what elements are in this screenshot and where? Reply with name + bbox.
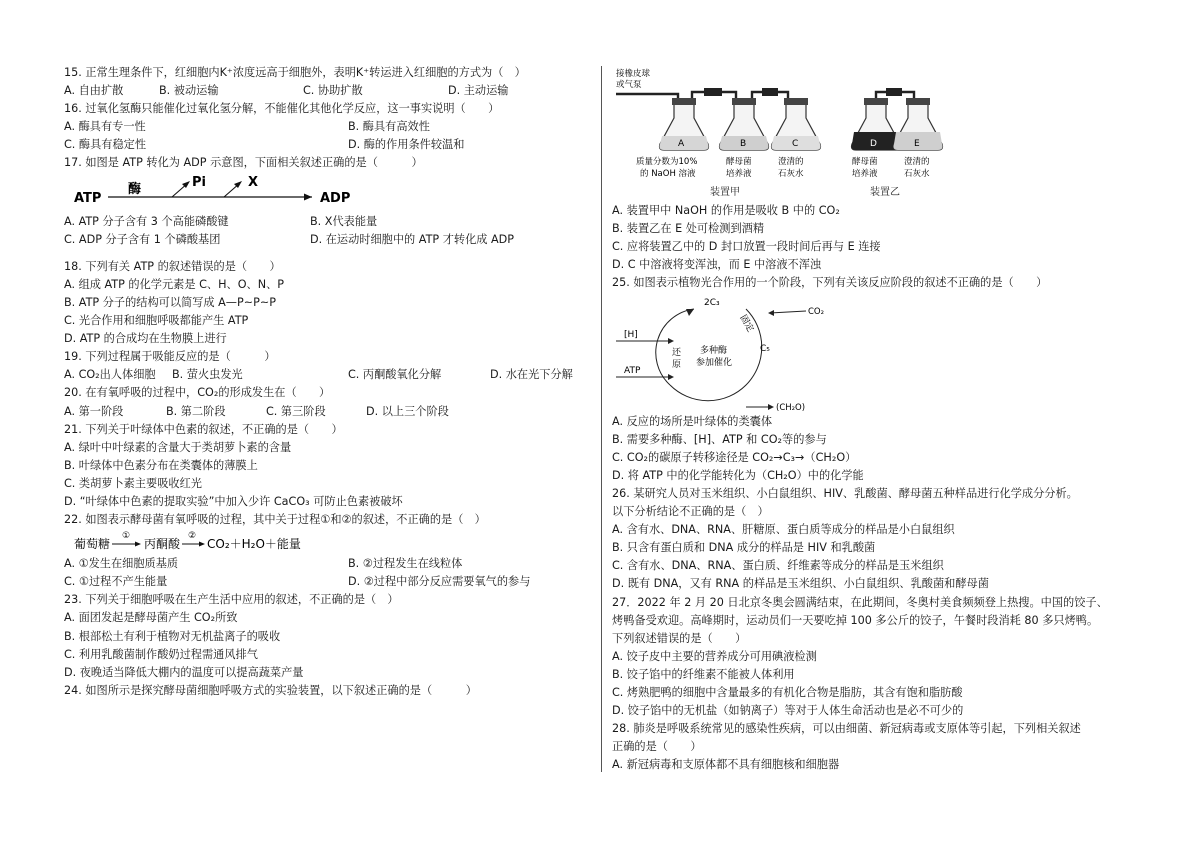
q28-stem-1: 28. 肺炎是呼吸系统常见的感染性疾病，可以由细菌、新冠病毒或支原体等引起，下列相关叙述 [612,722,1081,736]
co2-arrowhead [768,310,774,316]
atp-label: ATP [74,190,102,206]
q20-option-d: D. 以上三个阶段 [366,404,449,418]
q23-stem: 23. 下列关于细胞呼吸在生产生活中应用的叙述，不正确的是（ ） [64,593,399,607]
reduction-label-2: 原 [672,359,682,370]
yeast-apparatus-figure [612,66,972,184]
connector-a-b [704,88,722,96]
q17-option-d: D. 在运动时细胞中的 ATP 才转化成 ADP [310,232,515,246]
q27-stem-2: 烤鸭备受欢迎。高峰期时，运动员们一天要吃掉 100 多公斤的饺子，午餐时段消耗 80 多只烤鸭。 [612,613,1099,627]
pump-label-1: 接橡皮球 [616,69,651,79]
flask-c-stopper [784,98,808,105]
q24-figure-captions [612,184,1142,202]
flask-d-letter: D [870,139,877,149]
q16-option-a: A. 酶具有专一性 [64,120,146,134]
flask-b-letter: B [740,139,747,149]
q25-option-a: A. 反应的场所是叶绿体的类囊体 [612,414,773,428]
q18-option-c: C. 光合作用和细胞呼吸都能产生 ATP [64,314,249,328]
co2-label: CO₂ [808,306,825,317]
inlet-tube [616,94,678,102]
q23-option-d: D. 夜晚适当降低大棚内的温度可以提高蔬菜产量 [64,665,304,679]
co2-arrow [770,311,806,313]
q21-option-c: C. 类胡萝卜素主要吸收红光 [64,476,202,490]
q25-option-d: D. 将 ATP 中的化学能转化为（CH₂O）中的化学能 [612,468,864,482]
right-column [612,66,1142,774]
q25-option-c: C. CO₂的碳原子转移途径是 CO₂→C₃→（CH₂O） [612,450,857,464]
q22-option-d: D. ②过程中部分反应需要氧气的参与 [348,575,531,589]
q17-option-a: A. ATP 分子含有 3 个高能磷酸键 [64,214,229,228]
q24-option-a: A. 装置甲中 NaOH 的作用是吸收 B 中的 CO₂ [612,204,840,218]
flask-e-letter: E [914,139,920,149]
step1-arrowhead [135,542,141,547]
q15-option-a: A. 自由扩散 [64,84,124,98]
q27-option-d: D. 饺子馅中的无机盐（如钠离子）等对于人体生命活动也是必不可少的 [612,704,964,718]
respiration-equation [64,529,364,555]
q21-option-a: A. 绿叶中叶绿素的含量大于类胡萝卜素的含量 [64,440,292,454]
q19-option-a: A. CO₂出人体细胞 [64,368,156,382]
reaction-arrowhead [304,193,312,200]
q22-option-b: B. ②过程发生在线粒体 [348,557,463,571]
q26-option-a: A. 含有水、DNA、RNA、肝糖原、蛋白质等成分的样品是小白鼠组织 [612,523,955,537]
q21-option-d: D. “叶绿体中色素的提取实验”中加入少许 CaCO₃ 可防止色素被破坏 [64,494,403,508]
q27-option-a: A. 饺子皮中主要的营养成分可用碘液检测 [612,649,817,663]
q22-options-ab [64,555,594,573]
q28-stem-2: 正确的是（ ） [612,740,702,754]
cycle-arrowhead [686,309,694,316]
c5-label: C₅ [760,343,770,354]
q27-option-c: C. 烤熟肥鸭的细胞中含量最多的有机化合物是脂肪，其含有饱和脂肪酸 [612,685,963,699]
flask-d-label-2: 培养液 [852,169,878,179]
q20-options [64,403,594,421]
flask-e-label-1: 澄清的 [904,157,930,167]
q19-stem: 19. 下列过程属于吸能反应的是（ ） [64,350,276,364]
flask-e-stopper [906,98,930,105]
q19-option-c: C. 丙酮酸氧化分解 [348,368,442,382]
q21-stem: 21. 下列关于叶绿体中色素的叙述，不正确的是（ ） [64,422,343,436]
column-divider [601,66,602,772]
q23-option-c: C. 利用乳酸菌制作酸奶过程需通风排气 [64,647,258,661]
step2-arrowhead [199,542,205,547]
enzyme-center-1: 多种酶 [700,345,728,356]
q18-option-a: A. 组成 ATP 的化学元素是 C、H、O、N、P [64,277,284,291]
q23-option-b: B. 根部松土有利于植物对无机盐离子的吸收 [64,629,281,643]
q22-option-c: C. ①过程不产生能量 [64,575,168,589]
q24-option-b: B. 装置乙在 E 处可检测到酒精 [612,222,765,236]
atp-input-label: ATP [624,365,641,376]
q15-options [64,82,594,100]
h-arrowhead [668,338,674,344]
pump-label-2: 或气泵 [616,80,642,90]
q24-option-d: D. C 中溶液将变浑浊，而 E 中溶液不浑浊 [612,258,822,272]
q20-stem: 20. 在有氧呼吸的过程中，CO₂的形成发生在（ ） [64,386,331,400]
step2-label: ② [188,531,197,542]
apparatus-1-caption: 装置甲 [710,187,740,198]
calvin-cycle-figure [612,293,832,413]
q20-option-a: A. 第一阶段 [64,404,124,418]
q19-option-b: B. 萤火虫发光 [172,368,243,382]
q24-option-c: C. 应将装置乙中的 D 封口放置一段时间后再与 E 连接 [612,240,881,254]
q22-stem: 22. 如图表示酵母菌有氧呼吸的过程，其中关于过程①和②的叙述，不正确的是（ ） [64,513,486,527]
q18-option-d: D. ATP 的合成均在生物膜上进行 [64,332,227,346]
flask-b-label-1: 酵母菌 [726,157,752,167]
glucose-label: 葡萄糖 [74,537,111,552]
reduction-label-1: 还 [672,347,682,358]
c3-label: 2C₃ [704,297,720,308]
flask-a-letter: A [678,139,685,149]
q15-option-c: C. 协助扩散 [303,84,363,98]
q16-option-c: C. 酶具有稳定性 [64,138,147,152]
q19-option-d: D. 水在光下分解 [490,368,573,382]
h-label: [H] [624,329,638,340]
q17-options-cd [64,231,594,249]
flask-a-label-2: 的 NaOH 溶液 [640,169,696,179]
q16-stem: 16. 过氧化氢酶只能催化过氧化氢分解，不能催化其他化学反应，这一事实说明（ ） [64,102,500,116]
adp-label: ADP [320,190,351,206]
q26-option-c: C. 含有水、DNA、RNA、蛋白质、纤维素等成分的样品是玉米组织 [612,559,944,573]
fixation-label: 固定 [737,313,756,334]
atp-arrowhead [668,374,674,380]
flask-b-label-2: 培养液 [726,169,752,179]
q17-option-b: B. X代表能量 [310,214,378,228]
q21-option-b: B. 叶绿体中色素分布在类囊体的薄膜上 [64,458,258,472]
ch2o-arrowhead [768,404,774,410]
q19-options [64,366,594,384]
q15-option-b: B. 被动运输 [159,84,219,98]
q15-stem: 15. 正常生理条件下，红细胞内K⁺浓度远高于细胞外，表明K⁺转运进入红细胞的方式为（ ） [64,66,526,79]
q25-stem: 25. 如图表示植物光合作用的一个阶段，下列有关该反应阶段的叙述不正确的是（ ） [612,276,1048,290]
connector-b-c [762,88,778,96]
enzyme-label: 酶 [128,181,142,197]
q28-option-a: A. 新冠病毒和支原体都不具有细胞核和细胞器 [612,758,840,772]
q17-option-c: C. ADP 分子含有 1 个磷酸基团 [64,232,221,246]
products-label: CO₂＋H₂O＋能量 [207,537,301,552]
q18-stem: 18. 下列有关 ATP 的叙述错误的是（ ） [64,259,281,273]
q27-stem-3: 下列叙述错误的是（ ） [612,631,747,645]
cycle-arc-left [656,309,694,385]
flask-d-stopper [864,98,888,105]
flask-e-label-2: 石灰水 [904,169,930,179]
flask-b-stopper [732,98,756,105]
q22-option-a: A. ①发生在细胞质基质 [64,557,179,571]
q26-option-b: B. 只含有蛋白质和 DNA 成分的样品是 HIV 和乳酸菌 [612,541,876,555]
q26-stem-1: 26. 某研究人员对玉米组织、小白鼠组织、HIV、乳酸菌、酵母菌五种样品进行化学成分分析。 [612,486,1078,500]
flask-c-letter: C [792,139,799,149]
flask-a-stopper [672,98,696,105]
pi-label: Pi [192,174,206,190]
q22-options-cd [64,573,594,591]
q15-option-d: D. 主动运输 [448,84,509,98]
step1-label: ① [122,531,131,542]
q20-option-c: C. 第三阶段 [266,404,326,418]
enzyme-center-2: 参加催化 [696,357,733,368]
atp-adp-diagram [64,173,464,213]
left-column [64,64,594,700]
q18-option-b: B. ATP 分子的结构可以简写成 A—P~P~P [64,295,276,309]
q16-options-ab [64,118,594,136]
q16-option-d: D. 酶的作用条件较温和 [348,138,465,152]
q20-option-b: B. 第二阶段 [166,404,226,418]
q25-option-b: B. 需要多种酶、[H]、ATP 和 CO₂等的参与 [612,432,827,446]
q24-stem: 24. 如图所示是探究酵母菌细胞呼吸方式的实验装置，以下叙述正确的是（ ） [64,683,477,697]
ch2o-label: (CH₂O) [776,402,806,413]
q27-stem-1: 27．2022 年 2 月 20 日北京冬奥会圆满结束，在此期间，冬奥村美食频频登上热搜。中国的饺子、 [612,595,1108,609]
q26-option-d: D. 既有 DNA，又有 RNA 的样品是玉米组织、小白鼠组织、乳酸菌和酵母菌 [612,577,989,591]
q26-stem-2: 以下分析结论不正确的是（ ） [612,505,769,519]
flask-c-label-1: 澄清的 [778,157,804,167]
flask-c-label-2: 石灰水 [778,169,804,179]
pyruvate-label: 丙酮酸 [144,537,181,552]
q23-option-a: A. 面团发起是酵母菌产生 CO₂所致 [64,611,238,625]
apparatus-2-caption: 装置乙 [870,187,900,198]
x-label: X [248,174,259,190]
flask-d-label-1: 酵母菌 [852,157,878,167]
q16-options-cd [64,136,594,154]
connector-d-e [886,88,902,96]
q17-options-ab [64,213,594,231]
q27-option-b: B. 饺子馅中的纤维素不能被人体利用 [612,667,795,681]
q17-stem: 17. 如图是 ATP 转化为 ADP 示意图，下面相关叙述正确的是（ ） [64,156,423,170]
flask-a-label-1: 质量分数为10% [636,157,698,167]
q16-option-b: B. 酶具有高效性 [348,120,430,134]
